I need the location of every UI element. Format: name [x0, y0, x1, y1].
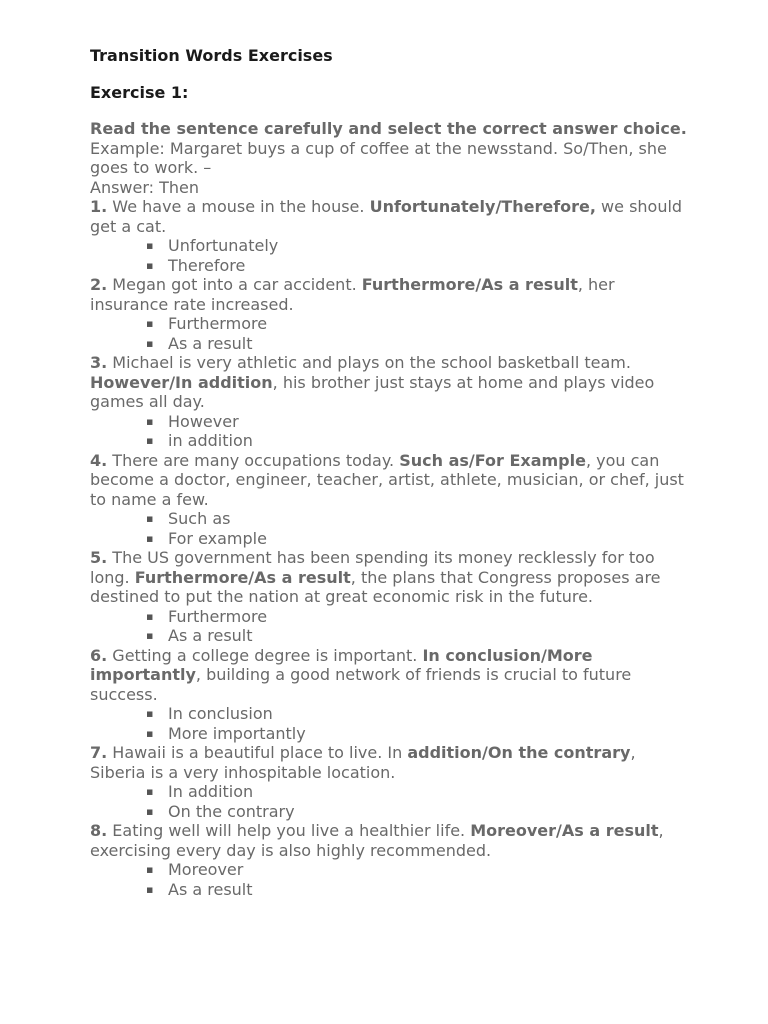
answer-choices [90, 314, 690, 353]
question-transition-choices: Furthermore/As a result [134, 567, 351, 587]
question-item [90, 275, 690, 353]
question-lead-text: Hawaii is a beautiful place to live. In [107, 743, 408, 762]
question-item [90, 451, 690, 549]
answer-choices [90, 236, 690, 275]
question-number: 2. [90, 275, 108, 294]
question-item [90, 548, 690, 646]
question-list [90, 197, 690, 899]
answer-choices [90, 782, 690, 821]
answer-choices [90, 607, 690, 646]
document-title: Transition Words Exercises [90, 46, 333, 65]
question-tail-text: we should get a cat. [90, 197, 683, 236]
question-number: 3. [90, 353, 108, 372]
question-lead-text: Eating well will help you live a healthier life. [107, 821, 471, 840]
example-sentence: Example: Margaret buys a cup of coffee at the newsstand. So/Then, she goes to work. – [90, 138, 667, 177]
question-item [90, 353, 690, 451]
answer-choice[interactable]: ▪ However [146, 412, 690, 432]
answer-choices [90, 412, 690, 451]
question-number: 6. [90, 645, 108, 665]
question-tail-text: , her insurance rate increased. [90, 275, 615, 314]
question-text [90, 646, 690, 705]
answer-choice[interactable]: ▪ As a result [146, 880, 690, 900]
answer-choice[interactable]: ▪ Moreover [146, 860, 690, 880]
question-transition-choices: Such as/For Example [399, 450, 586, 470]
question-tail-text: , the plans that Congress proposes are destined to put the nation at great economic risk in the future. [90, 567, 661, 606]
question-transition-choices: In conclusion/More importantly [90, 645, 593, 684]
question-transition-choices: However/In addition [90, 372, 273, 392]
question-number: 1. [90, 197, 108, 216]
answer-choice[interactable]: ▪ Unfortunately [146, 236, 690, 256]
answer-choice[interactable]: ▪ Therefore [146, 256, 690, 276]
question-lead-text: Michael is very athletic and plays on the school basketball team. [107, 353, 631, 372]
question-lead-text: There are many occupations today. [107, 450, 400, 470]
question-item [90, 743, 690, 821]
question-number: 5. [90, 548, 108, 567]
question-lead-text: The US government has been spending its money recklessly for too long. [90, 548, 655, 587]
question-transition-choices: Furthermore/As a result [361, 275, 578, 294]
question-transition-choices: addition/On the contrary [407, 743, 631, 762]
example-answer: Answer: Then [90, 177, 200, 197]
answer-choice[interactable]: ▪ For example [146, 529, 690, 549]
question-tail-text: , building a good network of friends is crucial to future success. [90, 665, 632, 704]
answer-choices [90, 509, 690, 548]
question-item [90, 821, 690, 899]
answer-choice[interactable]: ▪ In conclusion [146, 704, 690, 724]
answer-choice[interactable]: ▪ In addition [146, 782, 690, 802]
question-text [90, 743, 690, 782]
question-transition-choices: Unfortunately/Therefore, [369, 197, 596, 216]
question-text [90, 451, 690, 510]
question-tail-text: , his brother just stays at home and plays video games all day. [90, 372, 655, 411]
instructions: Read the sentence carefully and select the correct answer choice. [90, 119, 687, 138]
question-tail-text: , Siberia is a very inhospitable location. [90, 743, 636, 782]
question-lead-text: Getting a college degree is important. [107, 645, 423, 665]
answer-choice[interactable]: ▪ Furthermore [146, 314, 690, 334]
document-content [90, 45, 690, 899]
answer-choice[interactable]: ▪ Furthermore [146, 607, 690, 627]
question-number: 7. [90, 743, 108, 762]
answer-choice[interactable]: ▪ More importantly [146, 724, 690, 744]
answer-choices [90, 860, 690, 899]
question-item [90, 197, 690, 275]
question-number: 8. [90, 821, 108, 840]
question-transition-choices: Moreover/As a result [470, 821, 659, 840]
question-text [90, 197, 690, 236]
answer-choices [90, 704, 690, 743]
question-tail-text: , exercising every day is also highly recommended. [90, 821, 664, 860]
answer-choice[interactable]: ▪ On the contrary [146, 802, 690, 822]
answer-choice[interactable]: ▪ As a result [146, 626, 690, 646]
question-text [90, 821, 690, 860]
question-text [90, 275, 690, 314]
question-tail-text: , you can become a doctor, engineer, teacher, artist, athlete, musician, or chef, just to name a few. [90, 450, 684, 509]
question-number: 4. [90, 450, 108, 470]
answer-choice[interactable]: ▪ As a result [146, 334, 690, 354]
question-text [90, 353, 690, 412]
question-item [90, 646, 690, 744]
question-lead-text: We have a mouse in the house. [107, 197, 370, 216]
question-text [90, 548, 690, 607]
answer-choice[interactable]: ▪ in addition [146, 431, 690, 451]
answer-choice[interactable]: ▪ Such as [146, 509, 690, 529]
exercise-heading: Exercise 1: [90, 83, 189, 102]
question-lead-text: Megan got into a car accident. [107, 275, 362, 294]
